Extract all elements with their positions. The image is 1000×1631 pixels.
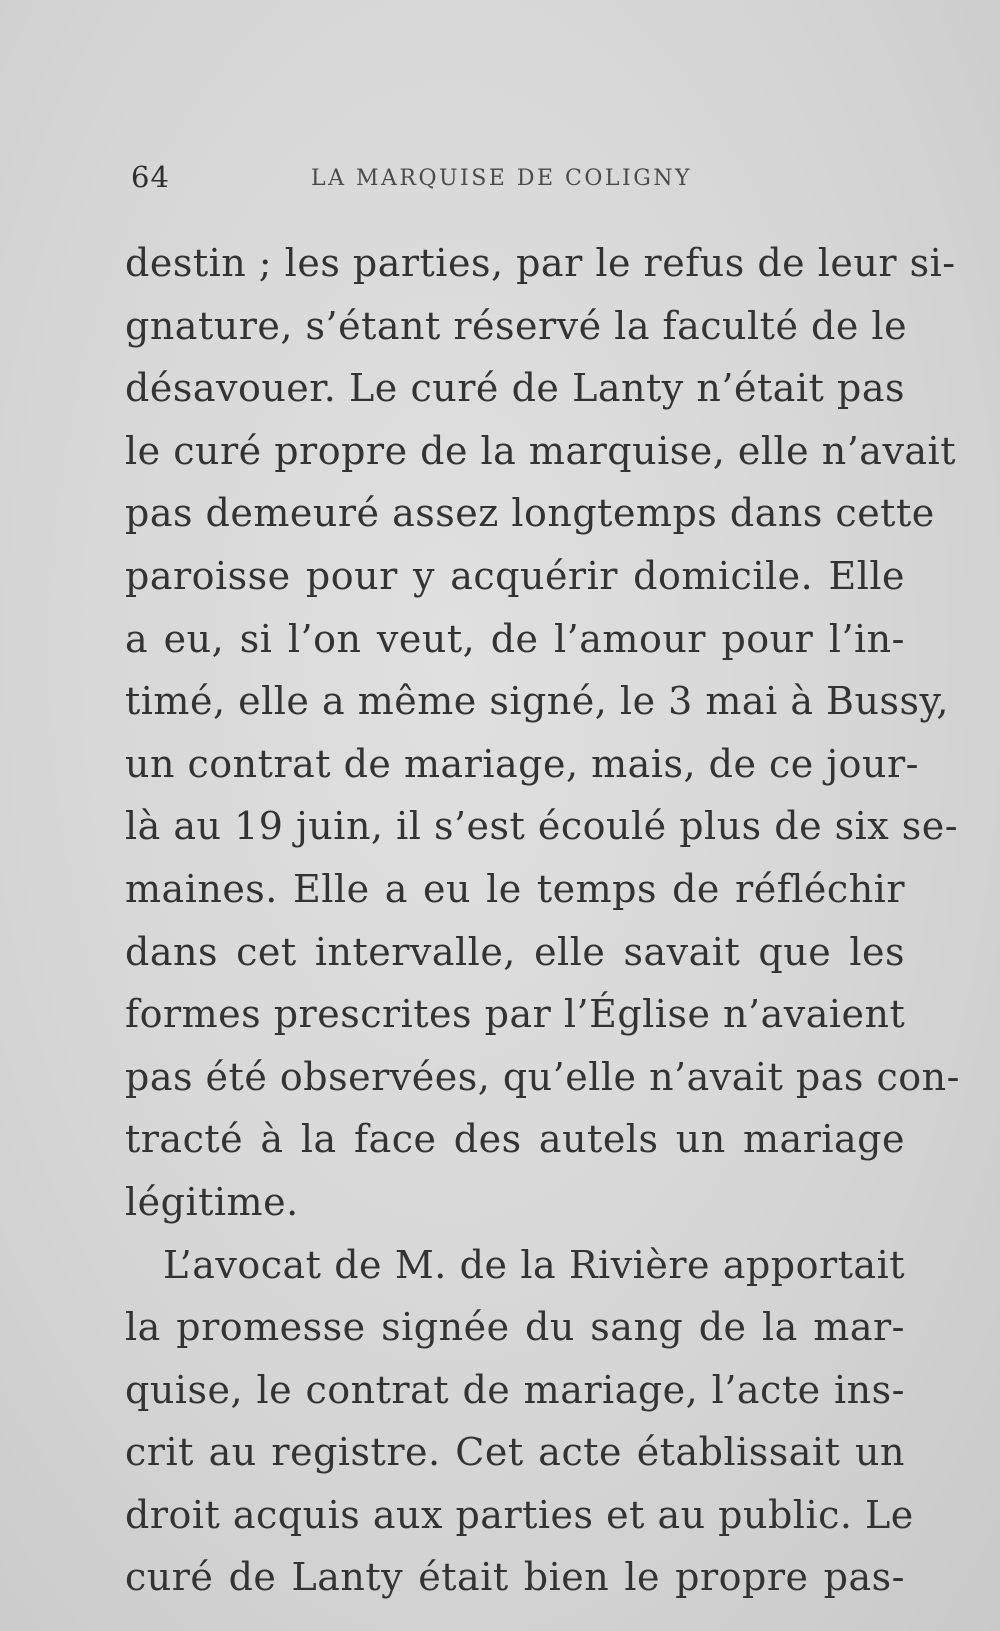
text-line: crit au registre. Cet acte établissait un [125,1430,905,1475]
text-line: un contrat de mariage, mais, de ce jour- [125,741,920,786]
text-line: tracté à la face des autels un mariage [125,1117,905,1162]
text-line: désavouer. Le curé de Lanty n’était pas [125,366,905,411]
text-line: a eu, si l’on veut, de l’amour pour l’in- [125,616,905,661]
text-line: la promesse signée du sang de la mar- [125,1305,905,1350]
text-line: droit acquis aux parties et au public. Le [125,1492,914,1537]
text-line: pas demeuré assez longtemps dans cette [125,491,935,536]
text-line: dans cet intervalle, elle savait que les [125,929,905,974]
paragraph-1 [125,232,960,1234]
text-line: le curé propre de la marquise, elle n’avait [125,428,956,473]
text-line: paroisse pour y acquérir domicile. Elle [125,553,905,598]
body-text [125,232,960,1609]
text-line: curé de Lanty était bien le propre pas- [125,1555,905,1600]
page-number: 64 [131,160,170,194]
text-line: légitime. [125,1179,299,1224]
running-header [131,160,901,200]
text-line: quise, le contrat de mariage, l’acte ins- [125,1367,905,1412]
text-line: gnature, s’étant réservé la faculté de le [125,303,908,348]
text-line: timé, elle a même signé, le 3 mai à Bussy, [125,679,949,724]
paragraph-2 [125,1234,914,1610]
text-line: maines. Elle a eu le temps de réfléchir [125,866,905,911]
text-line: L’avocat de M. de la Rivière apportait [163,1242,905,1287]
running-title: LA MARQUISE DE COLIGNY [311,166,693,191]
text-line: formes prescrites par l’Église n’avaient [125,992,906,1037]
text-line: pas été observées, qu’elle n’avait pas con- [125,1054,960,1099]
text-line: destin ; les parties, par le refus de leur si- [125,241,956,285]
text-line: là au 19 juin, il s’est écoulé plus de six se- [125,804,959,849]
